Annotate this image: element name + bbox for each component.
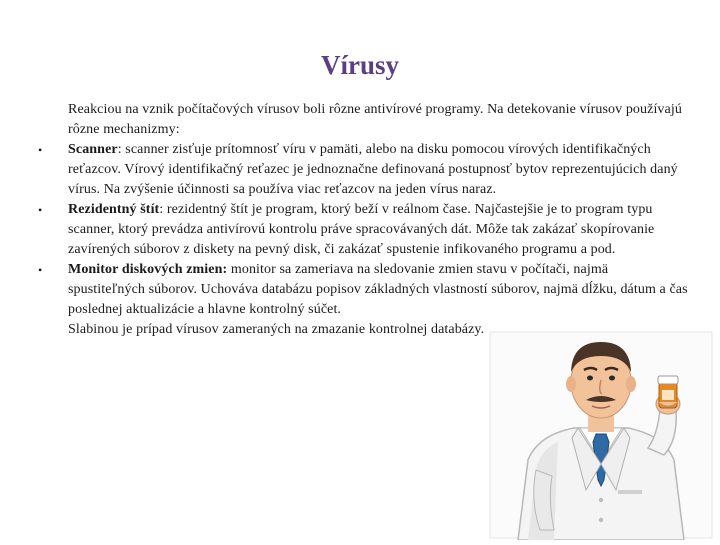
bullet-marker: • <box>38 143 43 157</box>
slide-body <box>38 100 688 340</box>
bullet-item-resident-shield <box>38 200 688 260</box>
term-resident-shield: Rezidentný štít <box>68 202 160 217</box>
intro-paragraph: Reakciou na vznik počítačových vírusov boli rôzne antivírové programy. Na detekovanie vírusov používajú rôzne mechanizmy: <box>68 102 682 137</box>
pharmacist-holding-pill-bottle-icon <box>488 330 714 540</box>
bullet-marker: • <box>38 203 43 217</box>
bullet-marker: • <box>38 263 43 277</box>
slide-title: Vírusy <box>320 50 399 80</box>
bullet-item-disk-monitor <box>38 260 688 320</box>
term-disk-monitor: Monitor diskových zmien: <box>68 262 228 277</box>
term-scanner: Scanner <box>68 142 118 157</box>
bullet-item-scanner <box>38 140 688 200</box>
outro-paragraph: Slabinou je prípad vírusov zameraných na zmazanie kontrolnej databázy. <box>68 322 485 337</box>
text-disk-monitor: monitor sa zameriava na sledovanie zmien stavu v počítači, najmä spustiteľných súborov. Uchováva databázu popisov základných vlastností súborov, najmä dĺžku, dátum a čas poslednej aktualizácie a hlavne kontrolný súčet. <box>68 262 688 317</box>
text-scanner: : scanner zisťuje prítomnosť víru v pamäti, alebo na disku pomocou vírových identifikačných reťazcov. Vírový identifikačný reťazec je jednoznačne definovaná postupnosť bytov reprezentujúcich daný vírus. Na zvýšenie účinnosti sa používa viac reťazcov na jeden vírus naraz. <box>68 142 678 197</box>
text-resident-shield: : rezidentný štít je program, ktorý beží v reálnom čase. Najčastejšie je to program typu scanner, ktorý prevádza antivírovú kontrolu práve spracovávaných dát. Môže tak zakázať skopírovanie zavírených súborov z diskety na pevný disk, či zakázať spustenie infikovaného programu a pod. <box>68 202 655 257</box>
